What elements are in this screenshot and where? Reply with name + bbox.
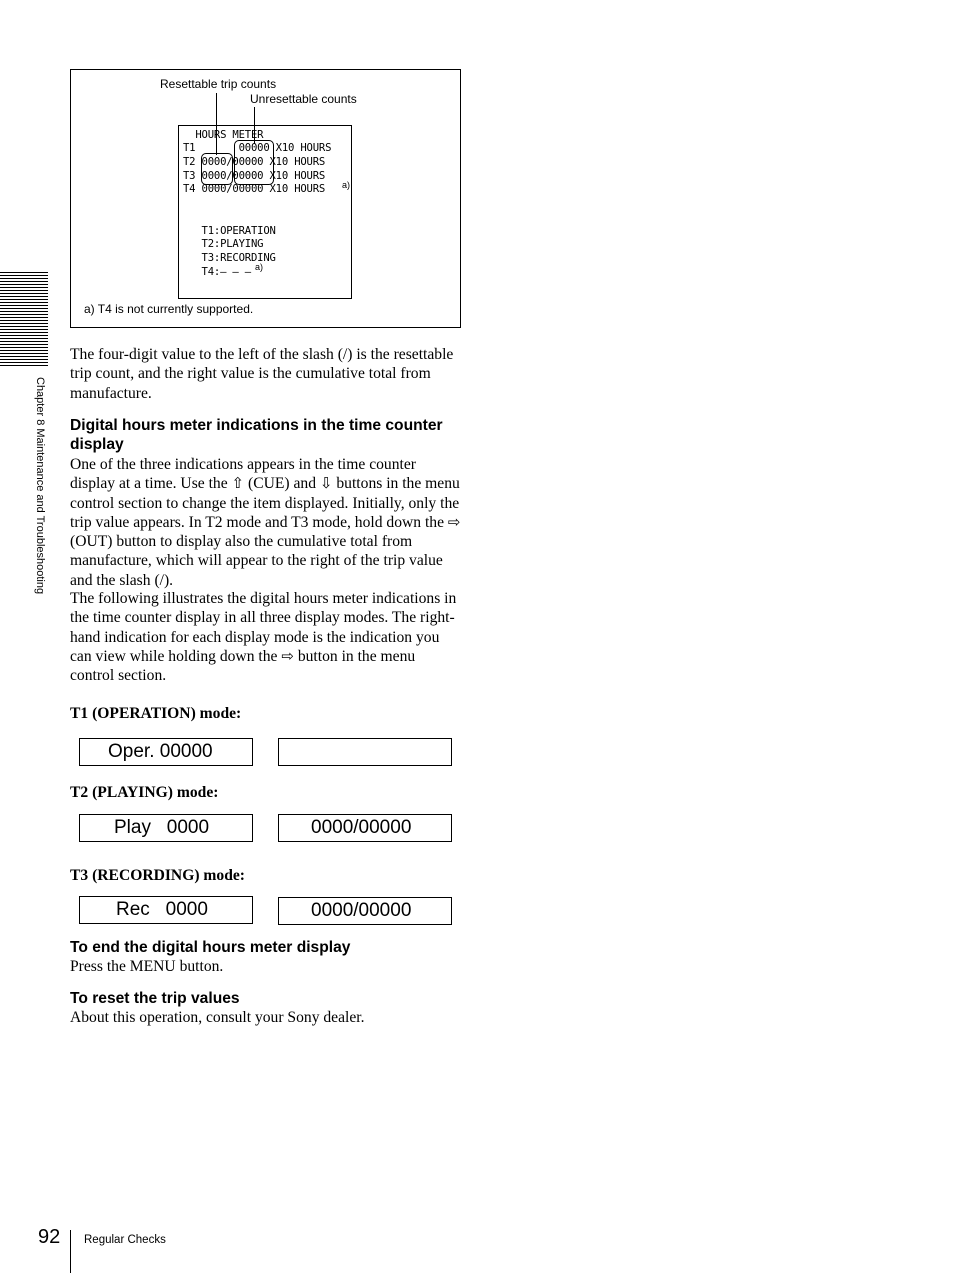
screen-legend-t1: T1:OPERATION xyxy=(183,225,276,237)
heading-end-display: To end the digital hours meter display xyxy=(70,939,351,956)
display-box-t1-left: Oper. 00000 xyxy=(79,738,253,766)
section-paragraph-2: The following illustrates the digital hours meter indications in the time counter display in all three display modes. The right-hand indication for each display mode is the indication you can view while holding down the ⇨ button in the menu control section. xyxy=(70,590,457,685)
heading-reset-trip: To reset the trip values xyxy=(70,990,240,1007)
screen-title: HOURS METER xyxy=(183,129,264,141)
mode-label-t2: T2 (PLAYING) mode: xyxy=(70,784,219,801)
chapter-side-label xyxy=(32,377,48,627)
right-arrow-icon: ⇨ xyxy=(447,512,461,531)
display-box-t3-right: 0000/00000 xyxy=(278,897,452,925)
section-heading-digital-hours: Digital hours meter indications in the time counter display xyxy=(70,417,443,454)
resettable-highlight xyxy=(201,153,233,185)
figure-footnote: a) T4 is not currently supported. xyxy=(84,302,254,316)
intro-paragraph: The four-digit value to the left of the slash (/) is the resettable trip count, and the right value is the cumulative total from manufacture. xyxy=(70,346,454,402)
screen-row-t3: T3 0000/00000 X10 HOURS xyxy=(183,170,326,182)
display-box-t1-right xyxy=(278,738,452,766)
down-arrow-icon: ⇩ xyxy=(319,474,333,493)
callout-unresettable: Unresettable counts xyxy=(250,92,357,106)
note-mark-t4: a) xyxy=(342,180,351,190)
hours-meter-screen xyxy=(178,125,352,299)
chapter-tab-stripes xyxy=(0,272,48,367)
screen-legend-t2: T2:PLAYING xyxy=(183,238,264,250)
footer-divider xyxy=(70,1230,71,1273)
screen-legend-t3: T3:RECORDING xyxy=(183,252,276,264)
callout-resettable: Resettable trip counts xyxy=(160,77,277,91)
note-mark-legend: a) xyxy=(255,262,264,272)
section-paragraph-1: One of the three indications appears in the time counter display at a time. Use the ⇧ (CUE) and ⇩ buttons in the menu control section to change the item displayed. Initially, only the trip value appears. In T2 mode and T3 mode, hold down the ⇨ (OUT) button to display also the cumulative total from manufacture, which will appear to the right of the trip value and the slash (/). xyxy=(70,456,461,589)
display-box-t3-left: Rec 0000 xyxy=(79,896,253,924)
mode-label-t3: T3 (RECORDING) mode: xyxy=(70,867,245,884)
display-box-t2-left: Play 0000 xyxy=(79,814,253,842)
screen-row-t2: T2 0000/00000 X10 HOURS xyxy=(183,156,326,168)
unresettable-highlight xyxy=(234,140,274,185)
screen-row-t4: T4 0000/00000 X10 HOURS xyxy=(183,183,326,195)
chapter-side-text: Chapter 8 Maintenance and Troubleshooting xyxy=(34,377,46,595)
footer-section-name: Regular Checks xyxy=(84,1234,166,1246)
text-reset-trip: About this operation, consult your Sony dealer. xyxy=(70,1009,365,1026)
screen-legend-t4: T4:– – – xyxy=(183,266,251,278)
up-arrow-icon: ⇧ xyxy=(231,474,245,493)
page-number: 92 xyxy=(38,1226,61,1248)
right-arrow-icon: ⇨ xyxy=(281,646,294,665)
screen-row-t1: T1 00000 X10 HOURS xyxy=(183,142,332,154)
display-box-t2-right: 0000/00000 xyxy=(278,814,452,842)
mode-label-t1: T1 (OPERATION) mode: xyxy=(70,705,242,722)
text-end-display: Press the MENU button. xyxy=(70,958,224,975)
